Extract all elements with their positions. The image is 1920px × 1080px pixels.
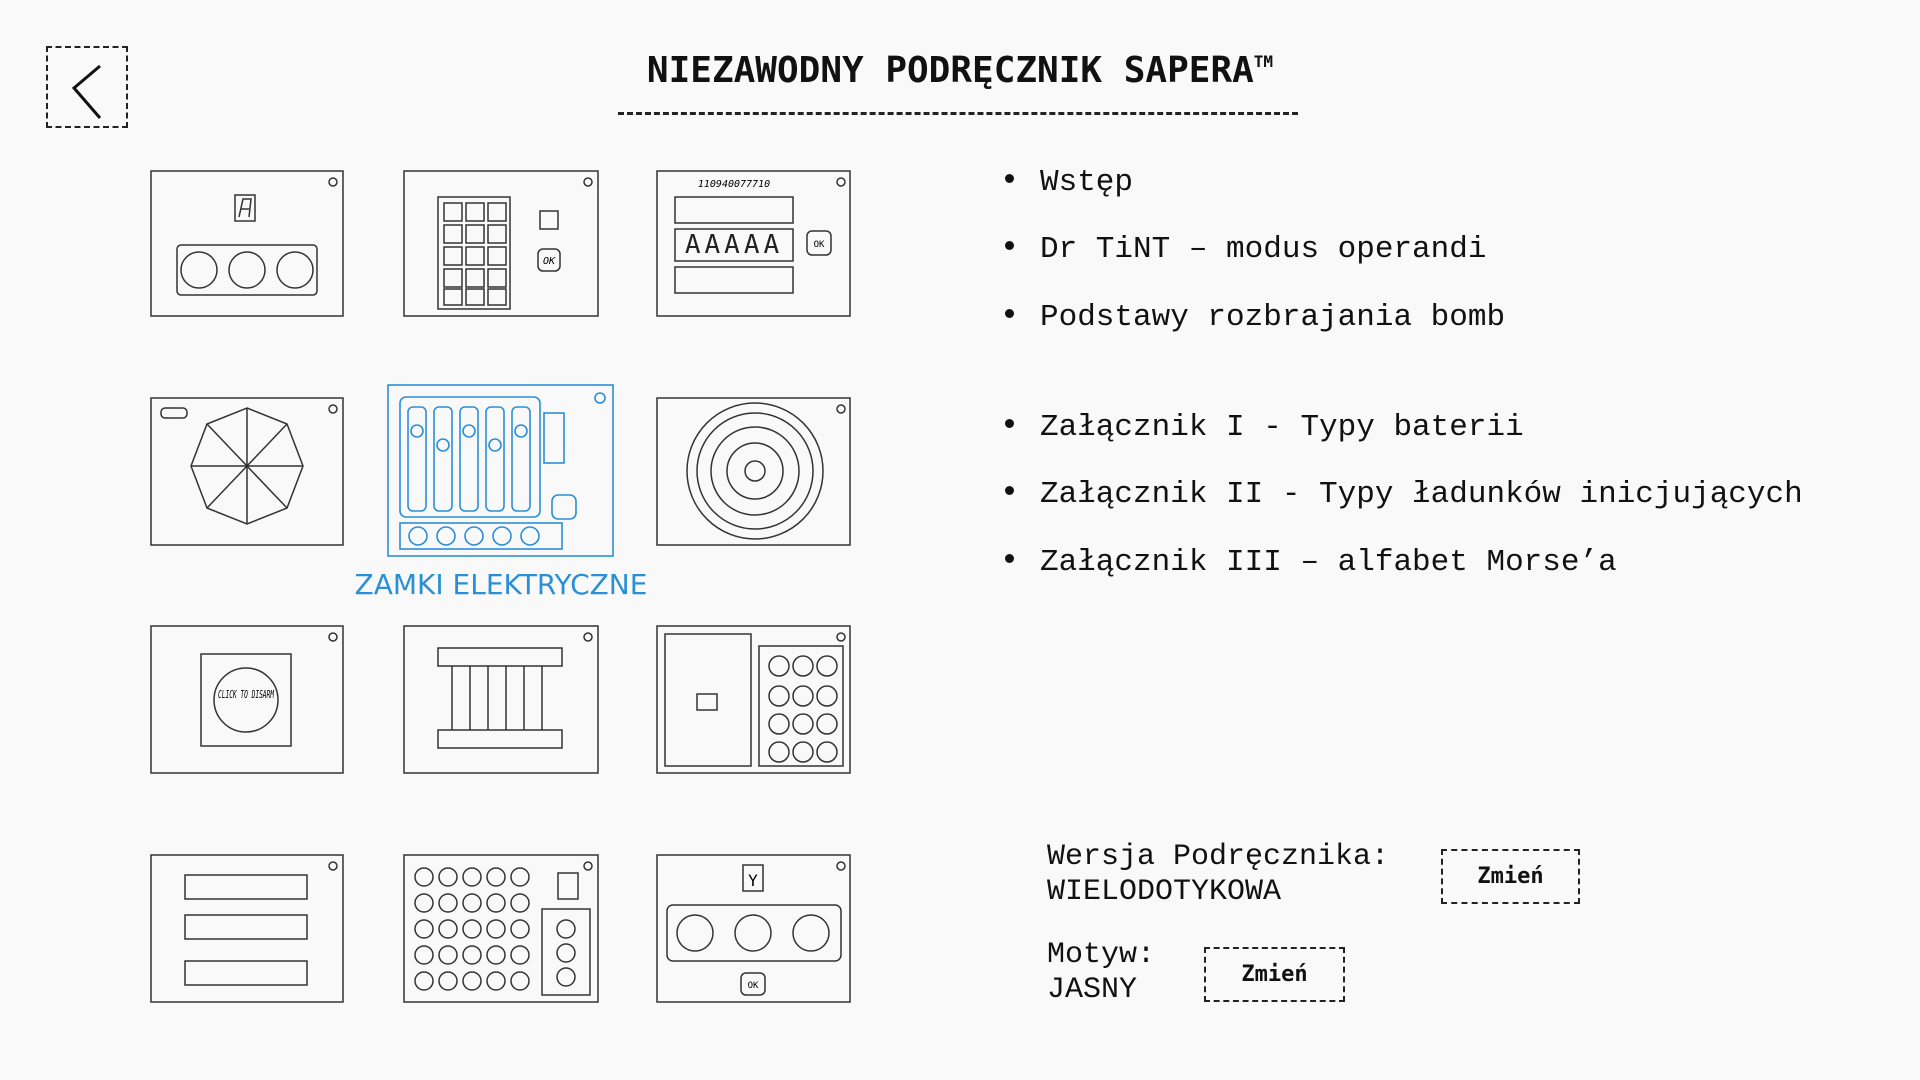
menu-item-label: Wstęp	[1040, 165, 1134, 200]
module-morse[interactable]	[655, 624, 852, 775]
theme-setting	[1047, 938, 1155, 1008]
module-keypad-display[interactable]	[149, 169, 345, 318]
ok-text: OK	[813, 240, 825, 250]
module-symbols[interactable]	[149, 853, 345, 1004]
menu-item-label: Załącznik II - Typy ładunków inicjujących	[1040, 477, 1803, 512]
menu-item-appendix-1[interactable]	[1005, 410, 1524, 445]
module-electric-locks[interactable]	[386, 383, 615, 558]
ok-text: OK	[747, 981, 759, 991]
bullet-icon	[1005, 554, 1014, 563]
svg-text:AAAAA: AAAAA	[684, 230, 784, 260]
menu-item-appendix-3[interactable]	[1005, 545, 1617, 580]
module-serial-code[interactable]	[655, 169, 852, 318]
highlighted-module-label: ZAMKI ELEKTRYCZNE	[354, 568, 648, 601]
menu-item-intro[interactable]	[1005, 165, 1133, 200]
menu-item-label: Podstawy rozbrajania bomb	[1040, 300, 1506, 335]
serial-text: 110940077710	[697, 179, 771, 190]
bullet-icon	[1005, 241, 1014, 250]
display-y-text: Y	[748, 871, 758, 890]
click-to-disarm-text: CLICK TO DISARM	[218, 688, 275, 701]
trademark: TM	[1253, 52, 1274, 71]
version-setting	[1047, 840, 1389, 910]
module-knobs[interactable]	[655, 853, 852, 1004]
bullet-icon	[1005, 174, 1014, 183]
menu-item-basics[interactable]	[1005, 300, 1505, 335]
module-click-to-disarm[interactable]	[149, 624, 345, 775]
menu-item-label: Załącznik III – alfabet Morse’a	[1040, 545, 1617, 580]
title-underline	[618, 112, 1298, 115]
change-version-button[interactable]: Zmień	[1441, 849, 1580, 904]
change-theme-button[interactable]: Zmień	[1204, 947, 1345, 1002]
bullet-icon	[1005, 309, 1014, 318]
version-value: WIELODOTYKOWA	[1047, 875, 1282, 909]
module-dial[interactable]	[655, 396, 852, 547]
module-circle-grid[interactable]	[402, 853, 600, 1004]
bullet-icon	[1005, 419, 1014, 428]
module-grid-buttons[interactable]	[402, 169, 600, 318]
theme-label: Motyw:	[1047, 938, 1156, 972]
ok-text: OK	[542, 256, 556, 267]
bullet-icon	[1005, 486, 1014, 495]
menu-item-modus-operandi[interactable]	[1005, 232, 1486, 267]
menu-item-label: Załącznik I - Typy baterii	[1040, 410, 1524, 445]
theme-value: JASNY	[1047, 973, 1138, 1007]
module-wheel[interactable]	[149, 396, 345, 547]
page-title	[0, 50, 1920, 91]
menu-item-appendix-2[interactable]	[1005, 477, 1803, 512]
module-wires[interactable]	[402, 624, 600, 775]
version-label: Wersja Podręcznika:	[1047, 840, 1390, 874]
title-text: NIEZAWODNY PODRĘCZNIK SAPERA	[646, 50, 1254, 91]
menu-item-label: Dr TiNT – modus operandi	[1040, 232, 1487, 267]
